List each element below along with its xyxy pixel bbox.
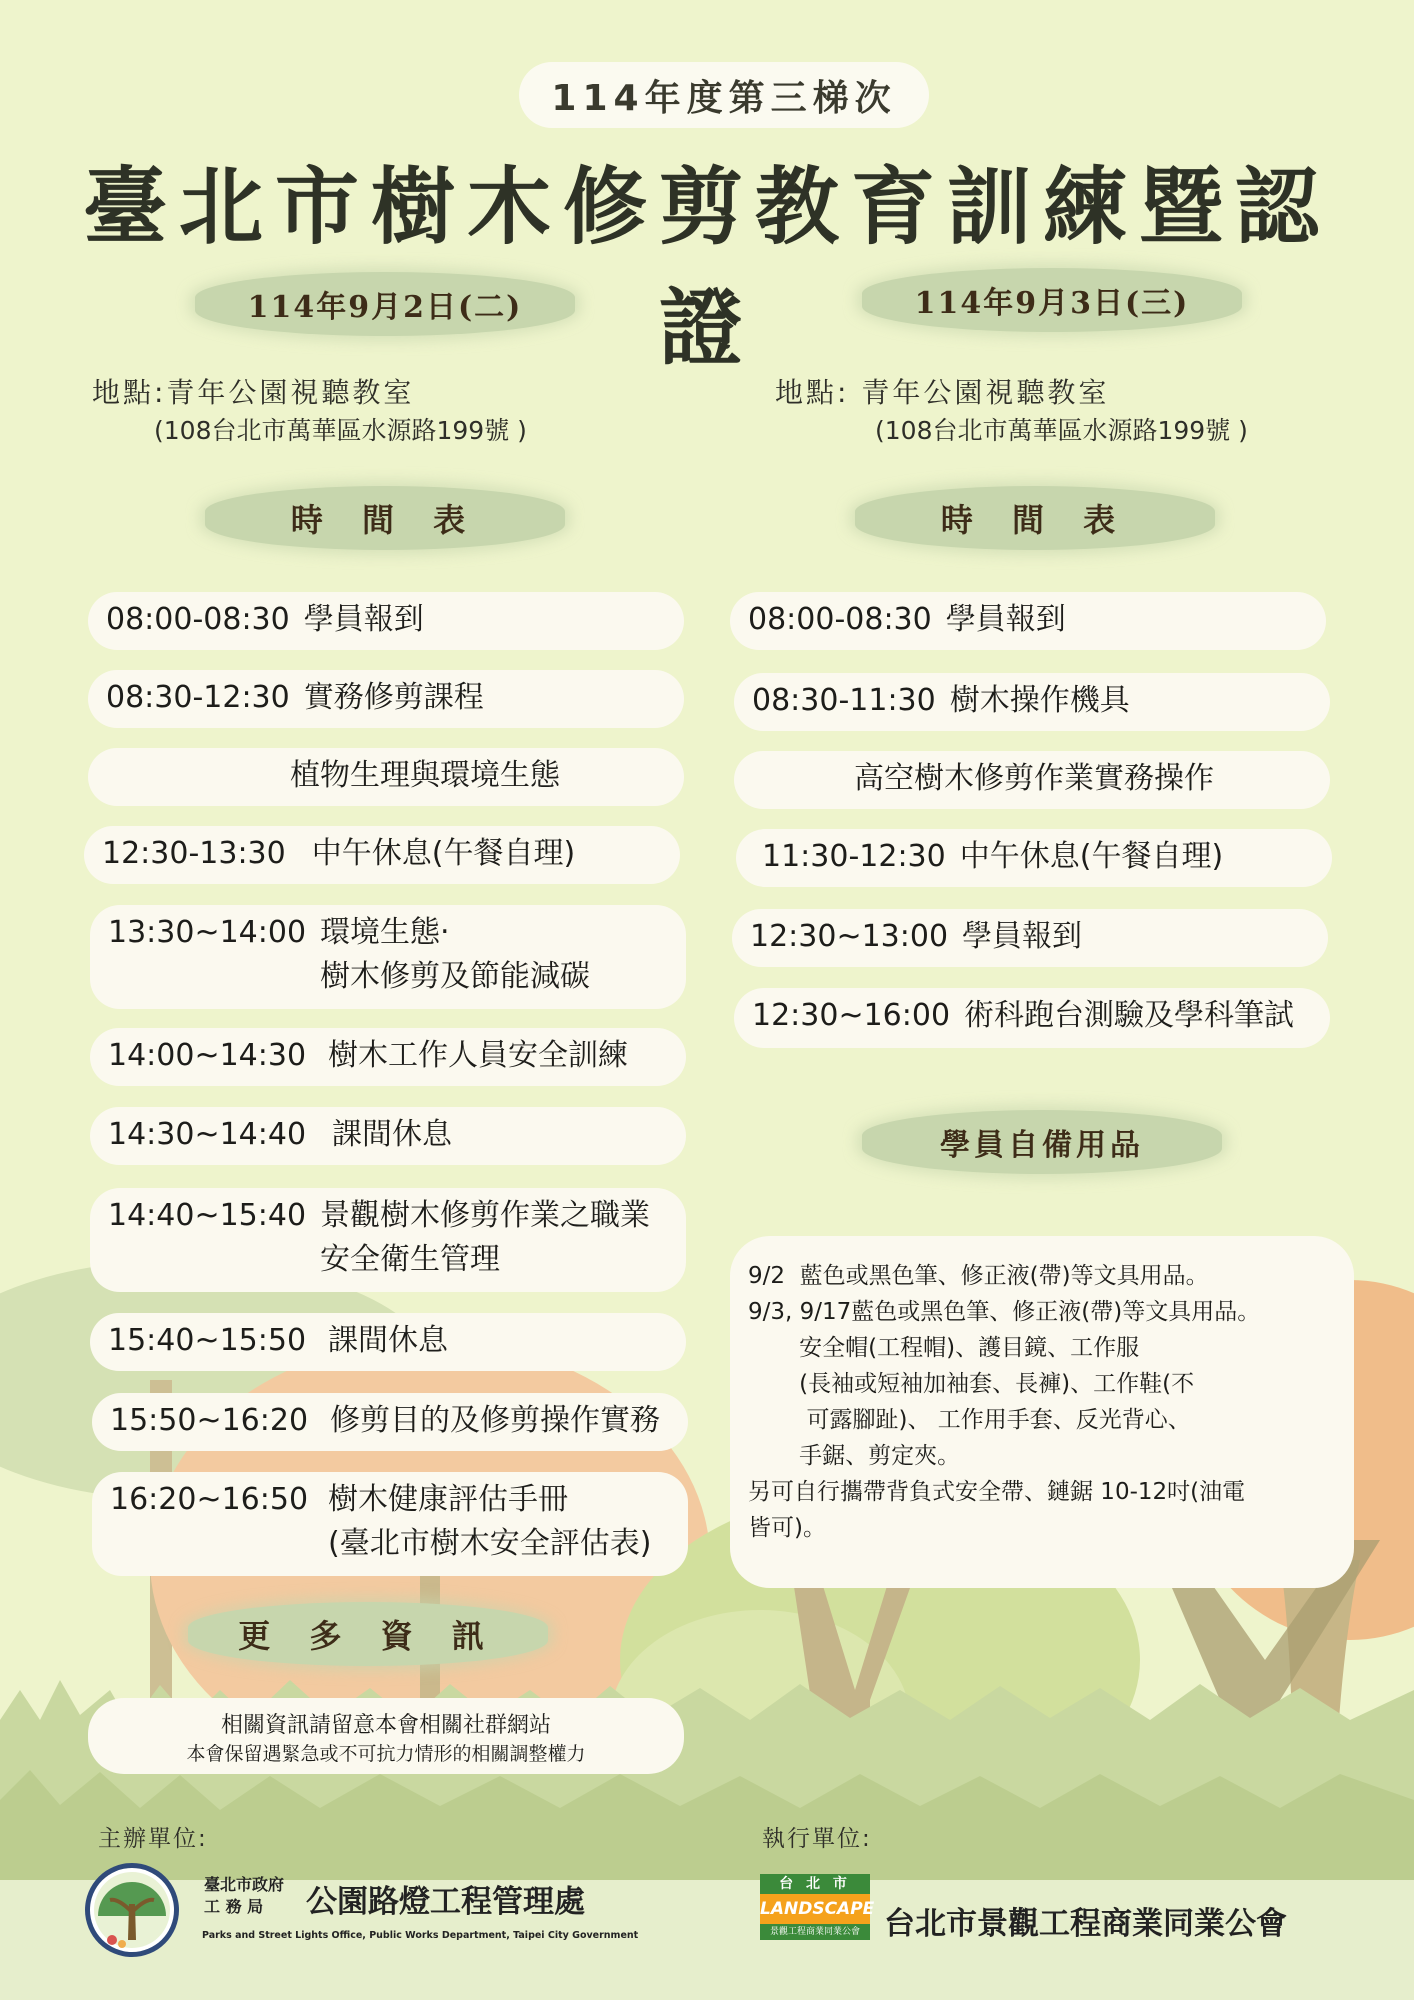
day2-schedule-row [736,829,1332,887]
exec-label: 執行單位: [762,1826,872,1852]
row-desc: 術科跑台測驗及學科筆試 [964,998,1295,1033]
day1-date: 114年9月2日(二) [195,272,575,336]
supplies-line: 可露腳趾)、 工作用手套、反光背心、 [748,1407,1191,1433]
row-desc: 高空樹木修剪作業實務操作 [854,761,1214,796]
row-time: 11:30-12:30 [762,839,946,874]
day1-schedule-row [88,592,684,650]
row-desc: 修剪目的及修剪操作實務 [330,1403,661,1438]
host-label: 主辦單位: [98,1826,208,1852]
more-info-box [88,1698,684,1774]
row-desc: 學員報到 [945,602,1066,637]
row-time: 14:40~15:40 [108,1198,307,1233]
supplies-line: 9/3, 9/17藍色或黑色筆、修正液(帶)等文具用品。 [748,1299,1261,1325]
more-info-line1: 相關資訊請留意本會相關社群網站 [220,1713,551,1738]
row-desc: 課間休息 [328,1323,449,1358]
row-time: 13:30~14:00 [108,915,307,950]
row-time: 08:30-12:30 [106,680,290,715]
day1-venue-text: 地點:青年公園視聽教室 [92,376,415,409]
host-name: 公園路燈工程管理處 [306,1884,585,1920]
row-time: 08:30-11:30 [752,683,936,718]
day2-schedule-row [734,673,1330,731]
page-title: 臺北市樹木修剪教育訓練暨認證 [82,157,1331,377]
supplies-line: 手鋸、剪定夾。 [748,1443,961,1469]
day2-schedule-row [732,909,1328,967]
day1-schedule-row [90,905,686,1009]
day1-venue [92,374,652,450]
row-time: 14:30~14:40 [108,1117,307,1152]
row-desc: 中午休息(午餐自理) [311,836,576,871]
more-info-title: 更 多 資 訊 [188,1602,548,1666]
day1-schedule-row [90,1107,686,1165]
host-logo [82,1860,182,1960]
row-time: 12:30~13:00 [750,919,949,954]
supplies-line: 另可自行攜帶背負式安全帶、鏈鋸 10-12吋(油電 [748,1479,1246,1505]
row-desc: 樹木操作機具 [949,683,1130,718]
tree-logo-icon [82,1860,182,1960]
row-time: 08:00-08:30 [106,602,290,637]
row-desc: 實務修剪課程 [303,680,484,715]
row-time: 08:00-08:30 [748,602,932,637]
host-small-name: 臺北市政府 工 務 局 [204,1875,285,1916]
day1-schedule-row [84,826,680,884]
row-desc: 課間休息 [332,1117,453,1152]
day1-schedule-row [88,670,684,728]
day2-venue-text: 地點: 青年公園視聽教室 [775,376,1110,409]
batch-badge: 114年度第三梯次 [519,62,929,128]
day1-schedule-row [92,1472,688,1576]
supplies-line: 皆可)。 [748,1515,826,1541]
row-time: 16:20~16:50 [110,1482,309,1517]
row-time: 12:30~16:00 [752,998,951,1033]
row-time: 14:00~14:30 [108,1038,307,1073]
day1-schedule-row [88,748,684,806]
row-desc: 環境生態‧ 樹木修剪及節能減碳 [320,915,591,994]
day1-schedule-row [90,1313,686,1371]
row-desc: 樹木健康評估手冊 (臺北市樹木安全評估表) [328,1482,652,1561]
exec-logo-bot: 景觀工程商業同業公會 [760,1924,870,1940]
supplies-line: 安全帽(工程帽)、護目鏡、工作服 [748,1335,1140,1361]
row-time: 15:40~15:50 [108,1323,307,1358]
supplies-line: (長袖或短袖加袖套、長褲)、工作鞋(不 [748,1371,1195,1397]
row-desc: 植物生理與環境生態 [290,758,560,793]
day2-address: (108台北市萬華區水源路199號 ) [875,416,1248,445]
day2-schedule-title: 時 間 表 [855,486,1215,550]
day2-venue [775,374,1335,450]
day1-schedule-row [90,1028,686,1086]
row-desc: 樹木工作人員安全訓練 [328,1038,629,1073]
exec-name: 台北市景觀工程商業同業公會 [884,1906,1287,1942]
day2-date: 114年9月3日(三) [862,268,1242,332]
exec-logo [760,1874,875,1946]
host-english-name: Parks and Street Lights Office, Public Works Department, Taipei City Government [202,1930,639,1941]
day1-address: (108台北市萬華區水源路199號 ) [154,416,527,445]
day1-schedule-title: 時 間 表 [205,486,565,550]
supplies-title: 學員自備用品 [862,1110,1222,1174]
supplies-line: 9/2 藍色或黑色筆、修正液(帶)等文具用品。 [748,1263,1209,1289]
more-info-line2: 本會保留遇緊急或不可抗力情形的相關調整權力 [186,1743,586,1765]
day2-schedule-row [734,988,1330,1048]
row-desc: 學員報到 [962,919,1083,954]
day1-schedule-row [90,1188,686,1292]
row-desc: 學員報到 [303,602,424,637]
row-desc: 景觀樹木修剪作業之職業 安全衛生管理 [320,1198,651,1277]
day2-schedule-row [734,751,1330,809]
day2-schedule-row [730,592,1326,650]
row-time: 15:50~16:20 [110,1403,309,1438]
exec-logo-top: 台 北 市 [760,1874,870,1894]
row-time: 12:30-13:30 [102,836,286,871]
exec-logo-mid: LANDSCAPE [760,1894,870,1924]
day1-schedule-row [92,1393,688,1451]
supplies-box [730,1236,1354,1588]
row-desc: 中午休息(午餐自理) [959,839,1224,874]
